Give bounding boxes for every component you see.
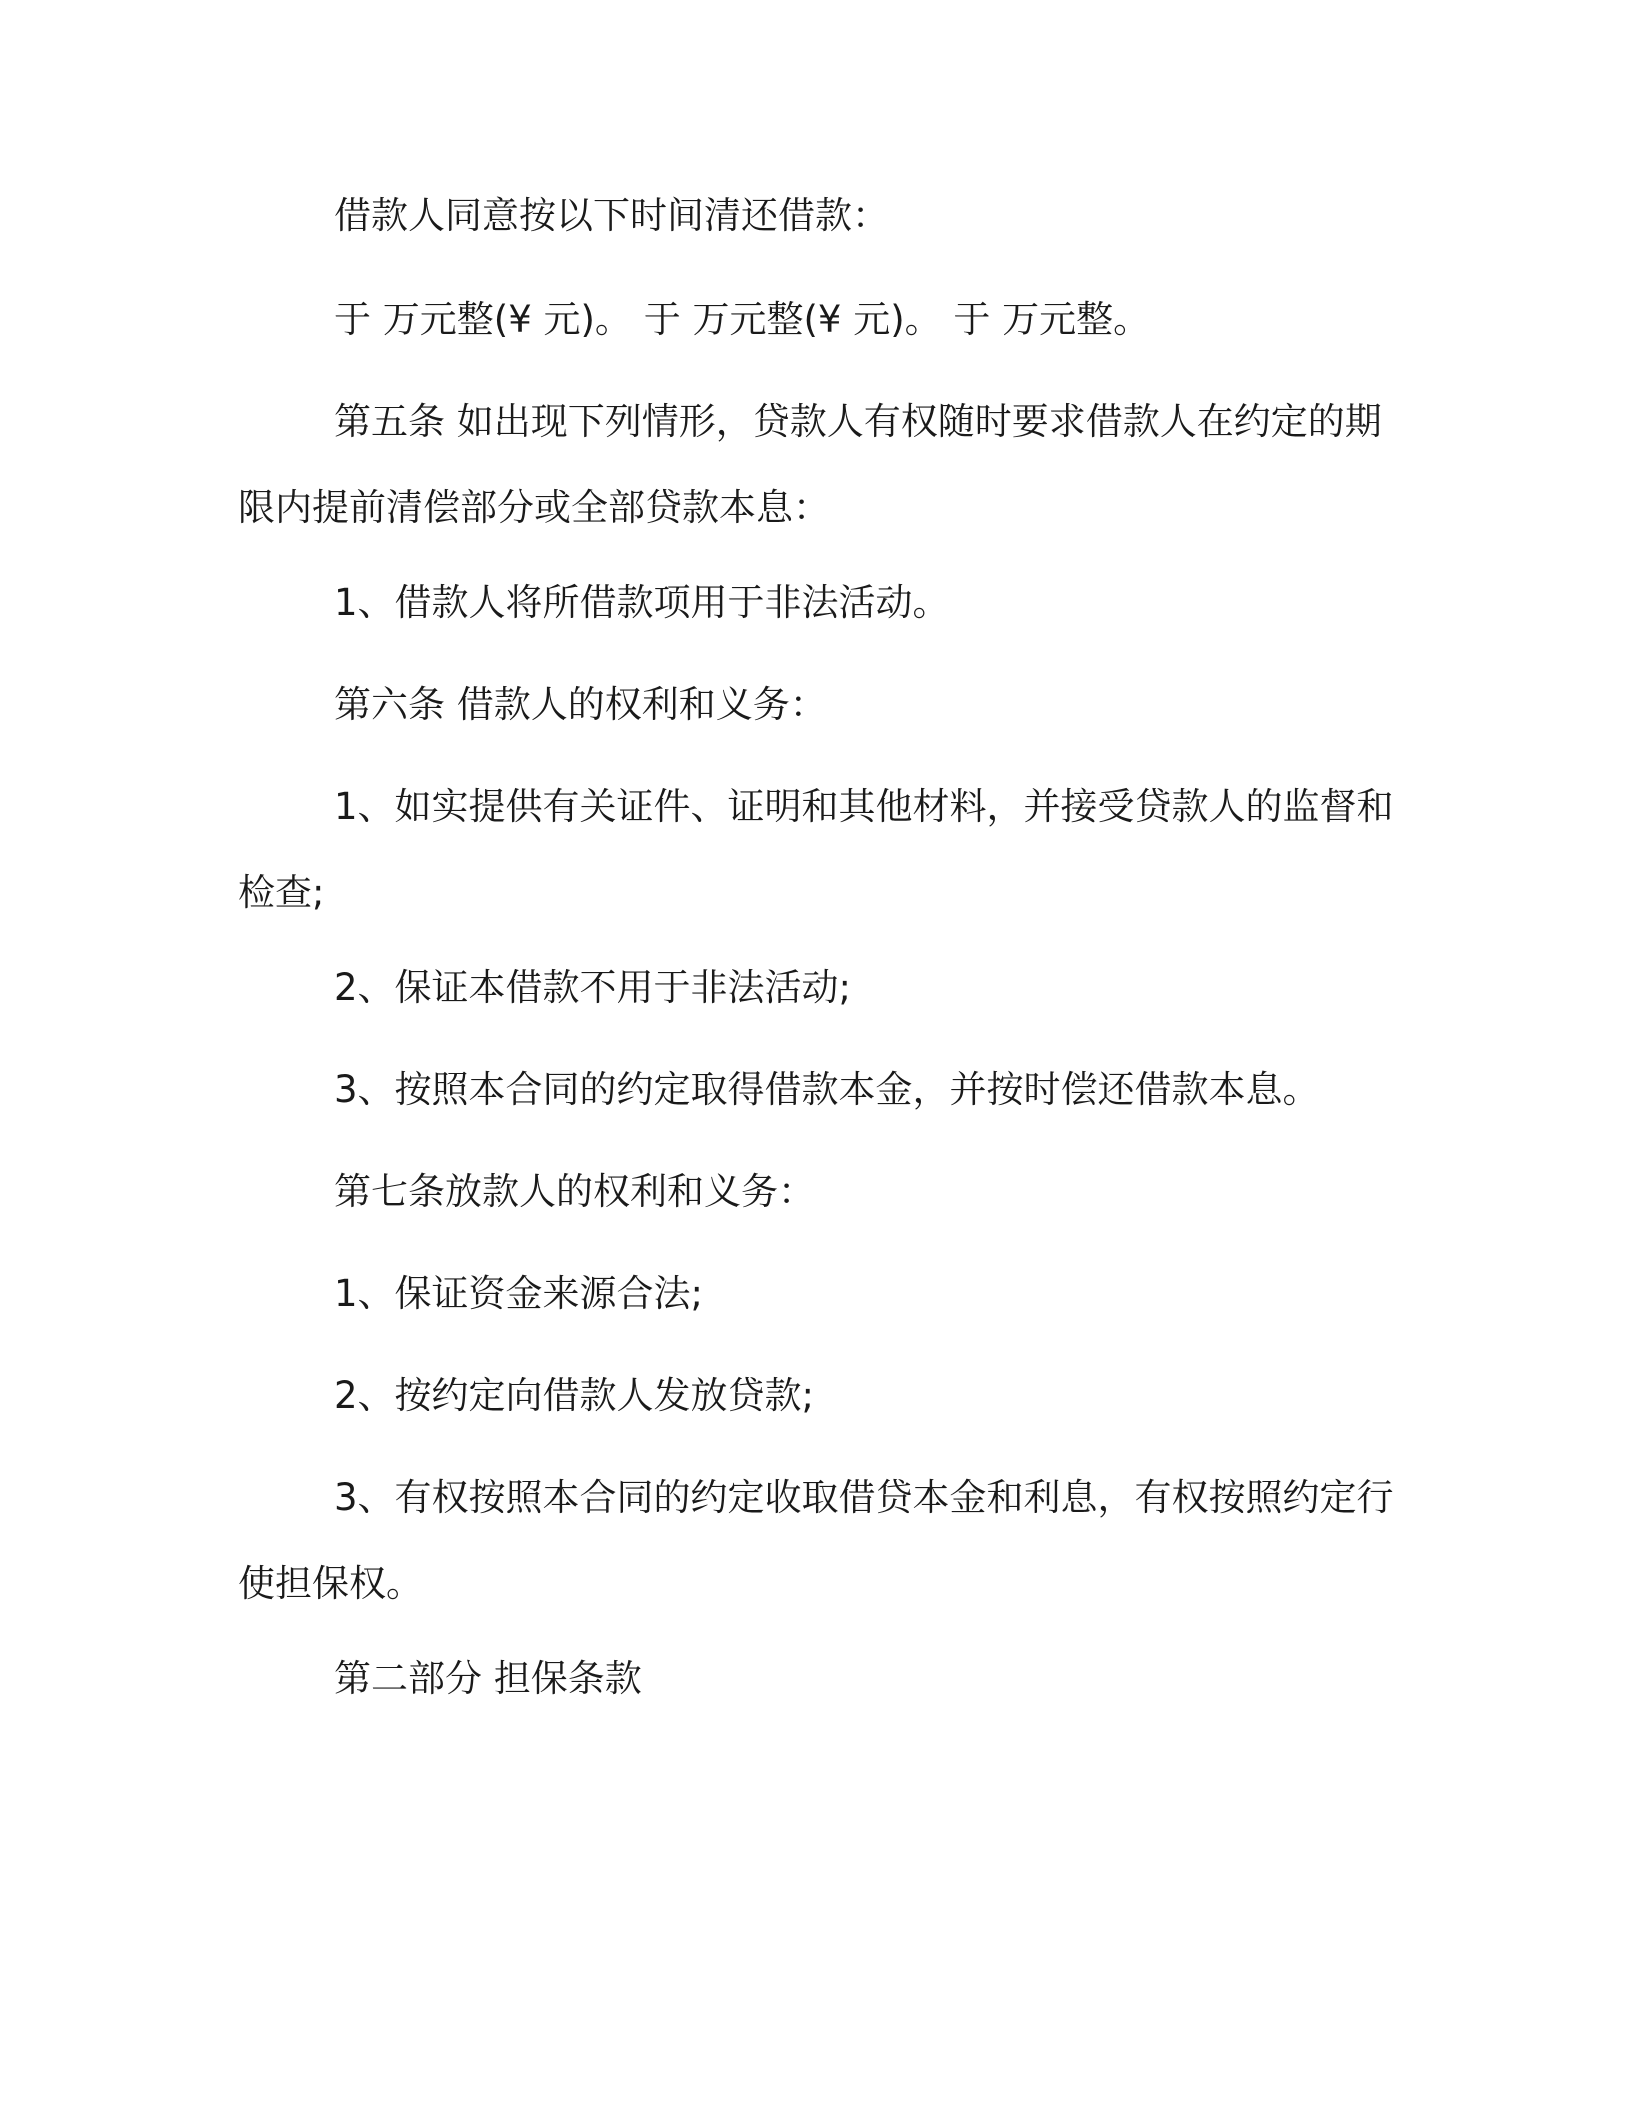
paragraph-article-6-item-2: 2、保证本借款不用于非法活动; — [334, 966, 852, 1009]
paragraph-article-7-item-1: 1、保证资金来源合法; — [334, 1272, 704, 1315]
paragraph-article-6: 第六条 借款人的权利和义务： — [334, 683, 827, 726]
paragraph-article-5-item-1: 1、借款人将所借款项用于非法活动。 — [334, 581, 950, 624]
paragraph-repayment-amounts: 于 万元整(¥ 元)。 于 万元整(¥ 元)。 于 万元整。 — [334, 298, 1151, 341]
paragraph-article-6-item-1: 1、如实提供有关证件、证明和其他材料，并接受贷款人的监督和检查; — [238, 785, 1394, 914]
paragraph-article-5: 第五条 如出现下列情形，贷款人有权随时要求借款人在约定的期限内提前清偿部分或全部贷款本息： — [238, 400, 1382, 529]
section-heading-part-2: 第二部分 担保条款 — [334, 1657, 642, 1700]
paragraph-article-7: 第七条放款人的权利和义务： — [334, 1170, 815, 1213]
paragraph-article-7-item-3: 3、有权按照本合同的约定收取借贷本金和利息，有权按照约定行使担保权。 — [238, 1476, 1394, 1605]
paragraph-article-6-item-3: 3、按照本合同的约定取得借款本金，并按时偿还借款本息。 — [334, 1068, 1320, 1111]
paragraph-repayment-schedule-intro: 借款人同意按以下时间清还借款： — [334, 194, 889, 237]
paragraph-article-7-item-2: 2、按约定向借款人发放贷款; — [334, 1374, 815, 1417]
